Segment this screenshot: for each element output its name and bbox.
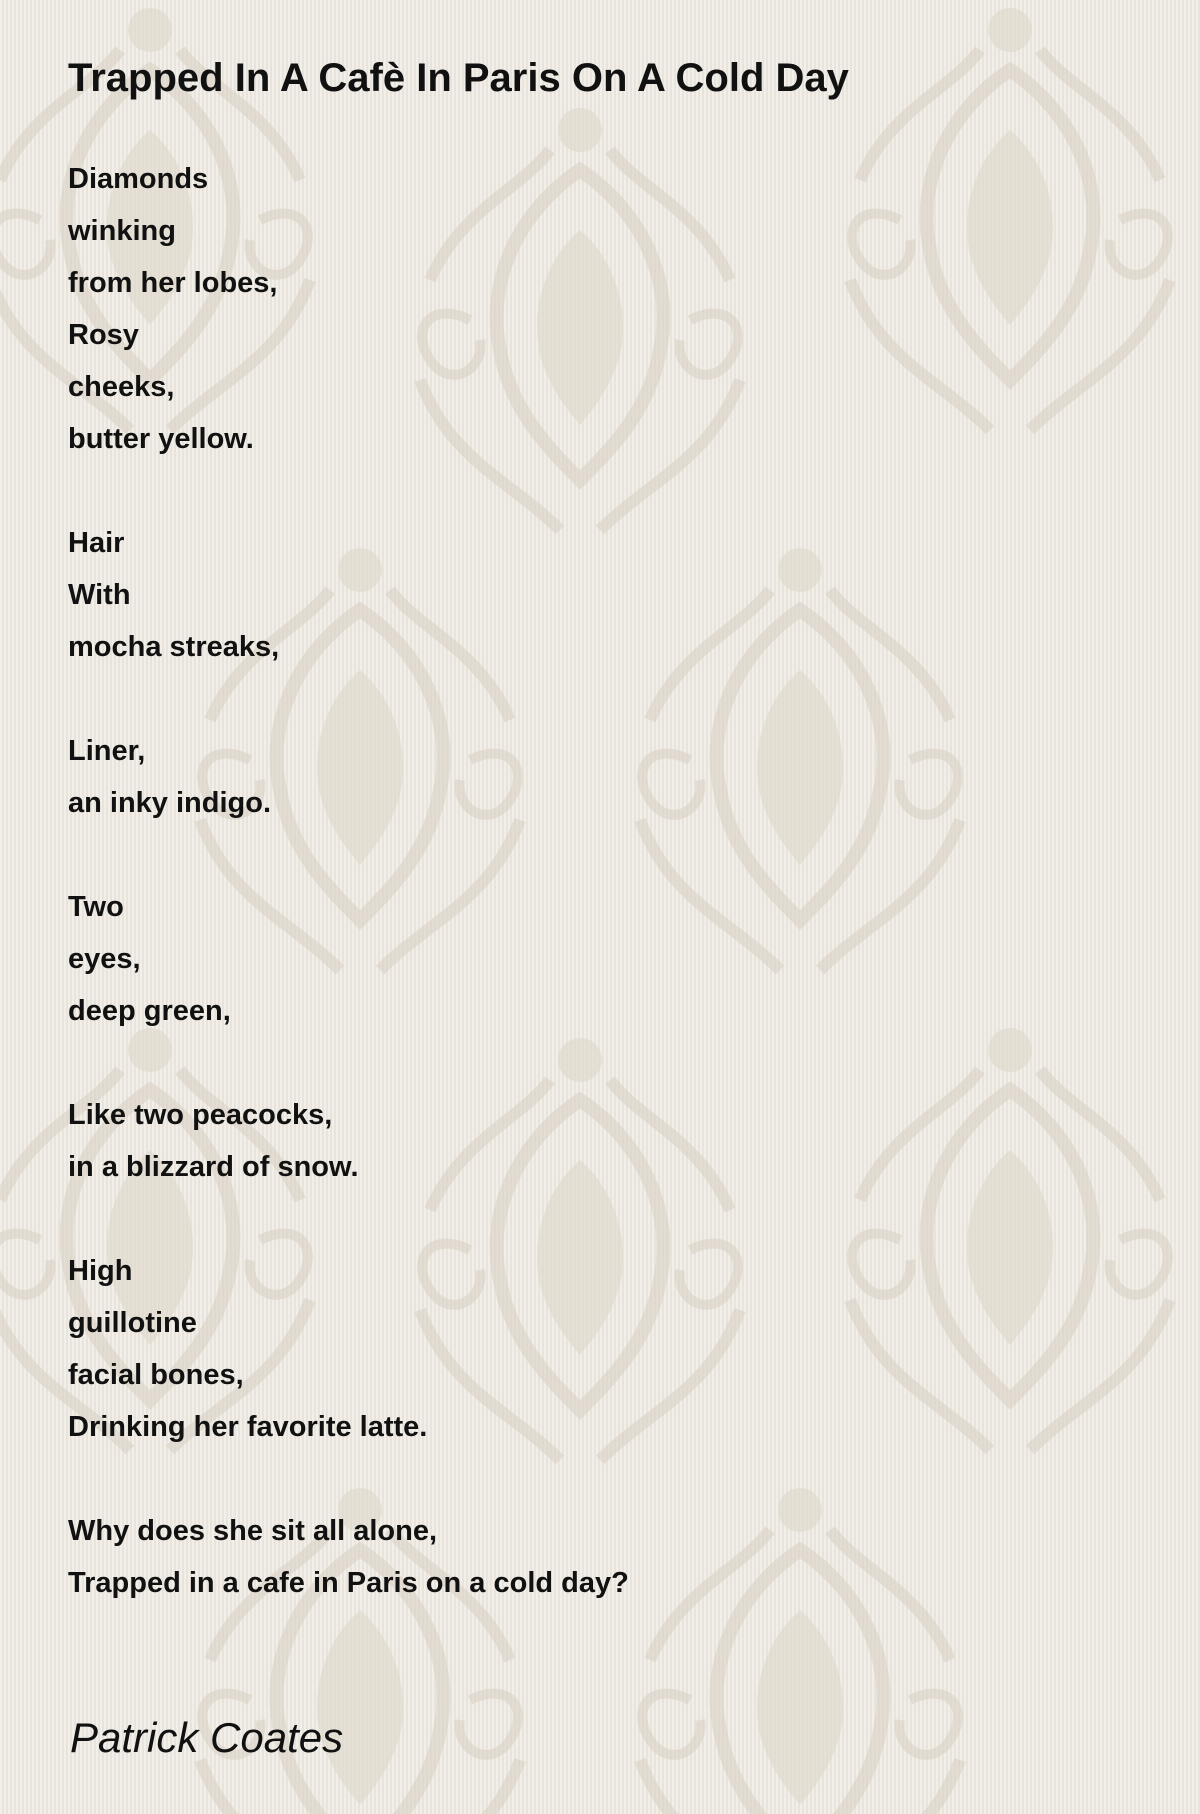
poem-line: an inky indigo. [68,787,272,819]
poem-line: facial bones, [68,1359,244,1391]
poem-line: deep green, [68,995,231,1027]
poem-line: mocha streaks, [68,631,280,663]
poem-line: Two [68,891,124,923]
poem-line: Liner, [68,735,146,767]
poem-author: Patrick Coates [70,1714,344,1761]
poem-line: winking [68,215,176,247]
poem-line: Trapped in a cafe in Paris on a cold day? [68,1567,629,1599]
poem-line: With [68,579,131,611]
poem-content [68,48,1128,1609]
poem-body [68,153,1128,1609]
poem-line: Drinking her favorite latte. [68,1411,428,1443]
poem-line: Hair [68,527,125,559]
poem-line: Why does she sit all alone, [68,1515,438,1547]
poem-line: eyes, [68,943,141,975]
poem-line: Diamonds [68,163,209,195]
stanza-break [68,1193,1128,1245]
stanza-break [68,1453,1128,1505]
stanza-break [68,673,1128,725]
stanza-break [68,1037,1128,1089]
poem-line: Like two peacocks, [68,1099,333,1131]
poem-line: butter yellow. [68,423,254,455]
poem-line: Rosy [68,319,139,351]
poem-line: from her lobes, [68,267,278,299]
poem-line: in a blizzard of snow. [68,1151,359,1183]
poem-line: High [68,1255,133,1287]
poem-line: guillotine [68,1307,197,1339]
stanza-break [68,829,1128,881]
poem-title: Trapped In A Cafè In Paris On A Cold Day [68,56,849,100]
poem-line: cheeks, [68,371,175,403]
stanza-break [68,465,1128,517]
